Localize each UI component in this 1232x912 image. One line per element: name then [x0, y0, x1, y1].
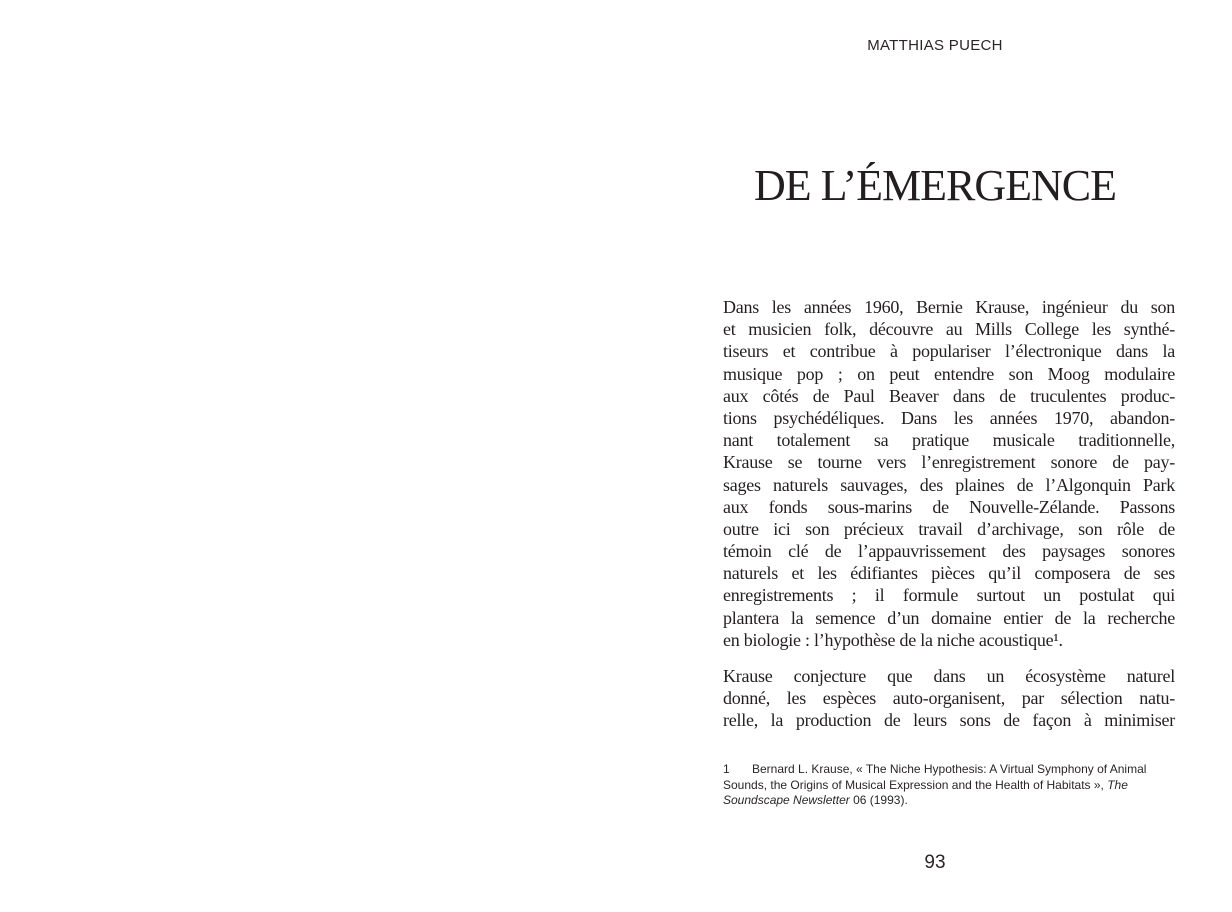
footnote-italic-text: Soundscape Newsletter: [723, 793, 850, 808]
body-line: Krause conjecture que dans un écosystème naturel: [723, 666, 1175, 686]
body-line: outre ici son précieux travail d’archivage, son rôle de: [723, 518, 1175, 539]
footnote: [723, 762, 1183, 809]
footnote-number: 1: [723, 762, 730, 776]
body-line: musique pop ; on peut entendre son Moog modulaire: [723, 363, 1175, 384]
body-line: en biologie : l’hypothèse de la niche acoustique¹.: [723, 629, 1063, 650]
footnote-text: Bernard L. Krause, « The Niche Hypothesis: A Virtual Symphony of Animal: [752, 762, 1147, 776]
body-line: relle, la production de leurs sons de façon à minimiser: [723, 710, 1175, 731]
footnote-line: [723, 762, 1183, 778]
page-title: DE L’ÉMERGENCE: [753, 161, 1117, 210]
body-line: nant totalement sa pratique musicale traditionnelle,: [723, 430, 1175, 451]
footnote-line: [723, 793, 1183, 809]
paragraph: [723, 296, 1175, 651]
body-line: tions psychédéliques. Dans les années 1970, abandon-: [723, 407, 1175, 428]
footnote-text: 06 (1993).: [849, 793, 908, 808]
body-line: et musicien folk, découvre au Mills College les synthé-: [723, 319, 1175, 340]
footnote-text: Sounds, the Origins of Musical Expression and the Health of Habitats »,: [723, 777, 1108, 792]
body-line: naturels et les édifiantes pièces qu’il composera de ses: [723, 563, 1175, 584]
footnote-italic-text: The: [1107, 777, 1128, 792]
body-line: sages naturels sauvages, des plaines de l’Algonquin Park: [723, 474, 1175, 495]
body-line: donné, les espèces auto-organisent, par sélection natu-: [723, 688, 1175, 709]
footnote-line: [723, 778, 1183, 794]
body-line: aux fonds sous-marins de Nouvelle-Zélande. Passons: [723, 496, 1175, 517]
body-line: plantera la semence d’un domaine entier de la recherche: [723, 607, 1175, 628]
running-header: MATTHIAS PUECH: [867, 37, 1003, 54]
body-text: [723, 296, 1175, 732]
body-line: Dans les années 1960, Bernie Krause, ingénieur du son: [723, 297, 1175, 317]
page-number: 93: [924, 852, 946, 873]
body-line: témoin clé de l’appauvrissement des paysages sonores: [723, 541, 1175, 562]
body-line: tiseurs et contribue à populariser l’électronique dans la: [723, 341, 1175, 362]
body-line: aux côtés de Paul Beaver dans de truculentes produc-: [723, 385, 1175, 406]
paragraph: [723, 665, 1175, 732]
body-line: Krause se tourne vers l’enregistrement sonore de pay-: [723, 452, 1175, 473]
body-line: enregistrements ; il formule surtout un postulat qui: [723, 585, 1175, 606]
